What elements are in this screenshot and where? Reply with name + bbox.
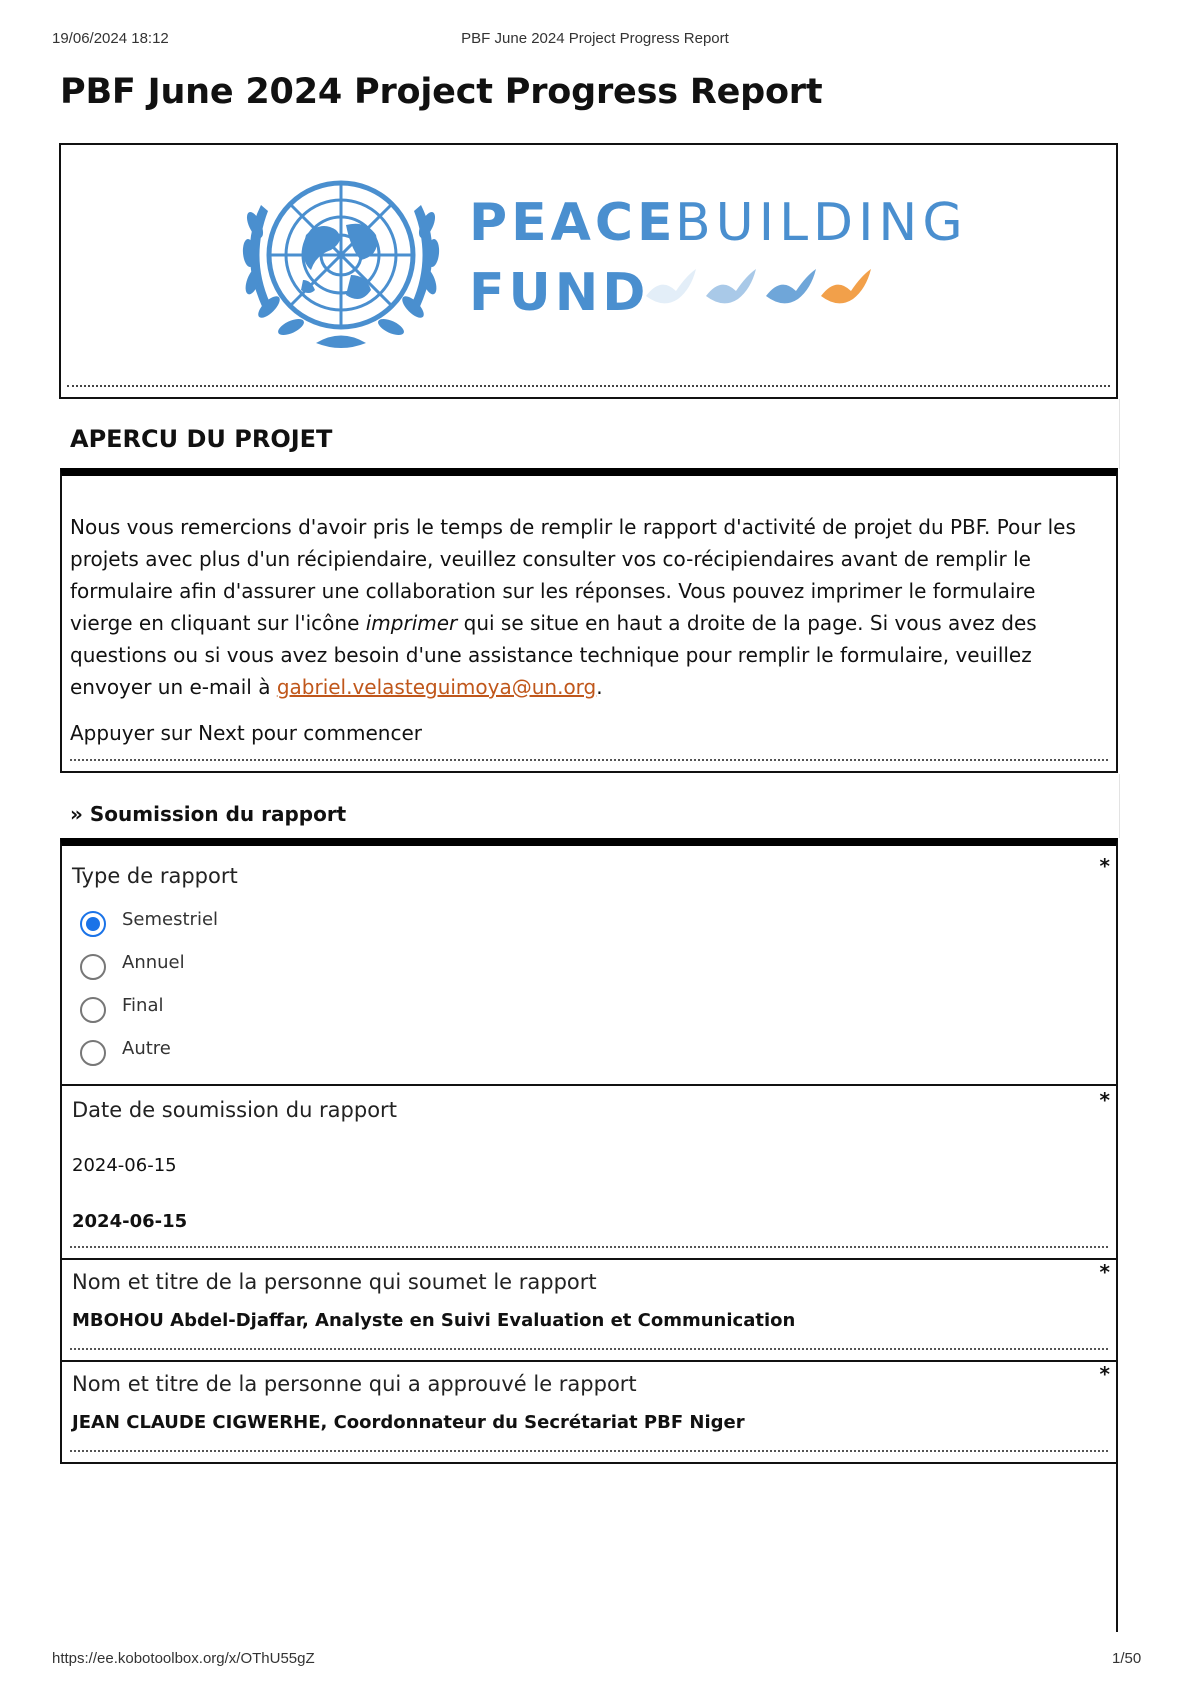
overview-line-4: vierge en cliquant sur l'icône imprimer qui se situe en haut a droite de la page. Si vous avez des — [70, 611, 1037, 635]
required-mark: * — [1099, 1260, 1110, 1284]
print-word: imprimer — [365, 611, 458, 635]
required-mark: * — [1099, 854, 1110, 878]
overview-panel — [60, 468, 1118, 773]
radio-semestriel[interactable] — [80, 911, 106, 937]
email-link[interactable]: gabriel.velasteguimoya@un.org — [276, 675, 597, 699]
question-approver — [60, 1360, 1118, 1464]
required-mark: * — [1099, 1362, 1110, 1386]
approver-label: Nom et titre de la personne qui a approuvé le rapport — [72, 1372, 637, 1396]
page-title: PBF June 2024 Project Progress Report — [60, 72, 823, 112]
overview-line-2: projets avec plus d'un récipiendaire, veuillez consulter vos co-récipiendaires avant de remplir le — [70, 547, 1031, 571]
overview-line-3: formulaire afin d'assurer une collaboration sur les réponses. Vous pouvez imprimer le formulaire — [70, 579, 1036, 603]
question-submitter — [60, 1258, 1118, 1362]
print-page-title: PBF June 2024 Project Progress Report — [461, 30, 729, 47]
overview-line-5: questions ou si vous avez besoin d'une assistance technique pour remplir le formulaire, veuillez — [70, 643, 1032, 667]
print-url: https://ee.kobotoolbox.org/x/OThU55gZ — [52, 1650, 315, 1667]
submission-date-value: 2024-06-15 — [72, 1211, 188, 1232]
question-report-type — [60, 838, 1118, 1086]
question-submission-date — [60, 1084, 1118, 1260]
submitter-label: Nom et titre de la personne qui soumet le rapport — [72, 1270, 597, 1294]
un-emblem-icon — [221, 165, 461, 365]
option-semestriel[interactable]: Semestriel — [62, 902, 218, 945]
form-right-border — [1116, 1462, 1118, 1632]
logo-text-peace: PEACE — [469, 193, 677, 253]
doves-icon — [641, 261, 871, 321]
radio-annuel[interactable] — [80, 954, 106, 980]
radio-final[interactable] — [80, 997, 106, 1023]
page-edge — [1119, 399, 1120, 469]
print-datetime: 19/06/2024 18:12 — [52, 30, 169, 47]
submission-date-input[interactable]: 2024-06-15 — [72, 1155, 177, 1176]
print-page-number: 1/50 — [1112, 1650, 1142, 1667]
overview-line-6: envoyer un e-mail à gabriel.velasteguimoya@un.org. — [70, 675, 603, 699]
radio-autre[interactable] — [80, 1040, 106, 1066]
page-edge — [1119, 774, 1120, 838]
report-type-options — [62, 902, 218, 1074]
approver-value: JEAN CLAUDE CIGWERHE, Coordonnateur du Secrétariat PBF Niger — [72, 1412, 745, 1433]
overview-line-1: Nous vous remercions d'avoir pris le temps de remplir le rapport d'activité de projet du PBF. Pour les — [70, 515, 1076, 539]
option-final[interactable]: Final — [62, 988, 218, 1031]
overview-heading: APERCU DU PROJET — [70, 425, 333, 453]
logo-text-building: BUILDING — [675, 193, 968, 253]
logo-text-fund: FUND — [469, 263, 650, 323]
report-type-label: Type de rapport — [72, 864, 238, 888]
overview-text — [70, 511, 1110, 749]
submitter-value: MBOHOU Abdel-Djaffar, Analyste en Suivi Evaluation et Communication — [72, 1310, 796, 1331]
submission-date-label: Date de soumission du rapport — [72, 1098, 397, 1122]
option-autre[interactable]: Autre — [62, 1031, 218, 1074]
logo-banner — [59, 143, 1118, 399]
start-instruction: Appuyer sur Next pour commencer — [70, 721, 422, 745]
option-annuel[interactable]: Annuel — [62, 945, 218, 988]
required-mark: * — [1099, 1088, 1110, 1112]
submission-heading: » Soumission du rapport — [70, 802, 347, 826]
